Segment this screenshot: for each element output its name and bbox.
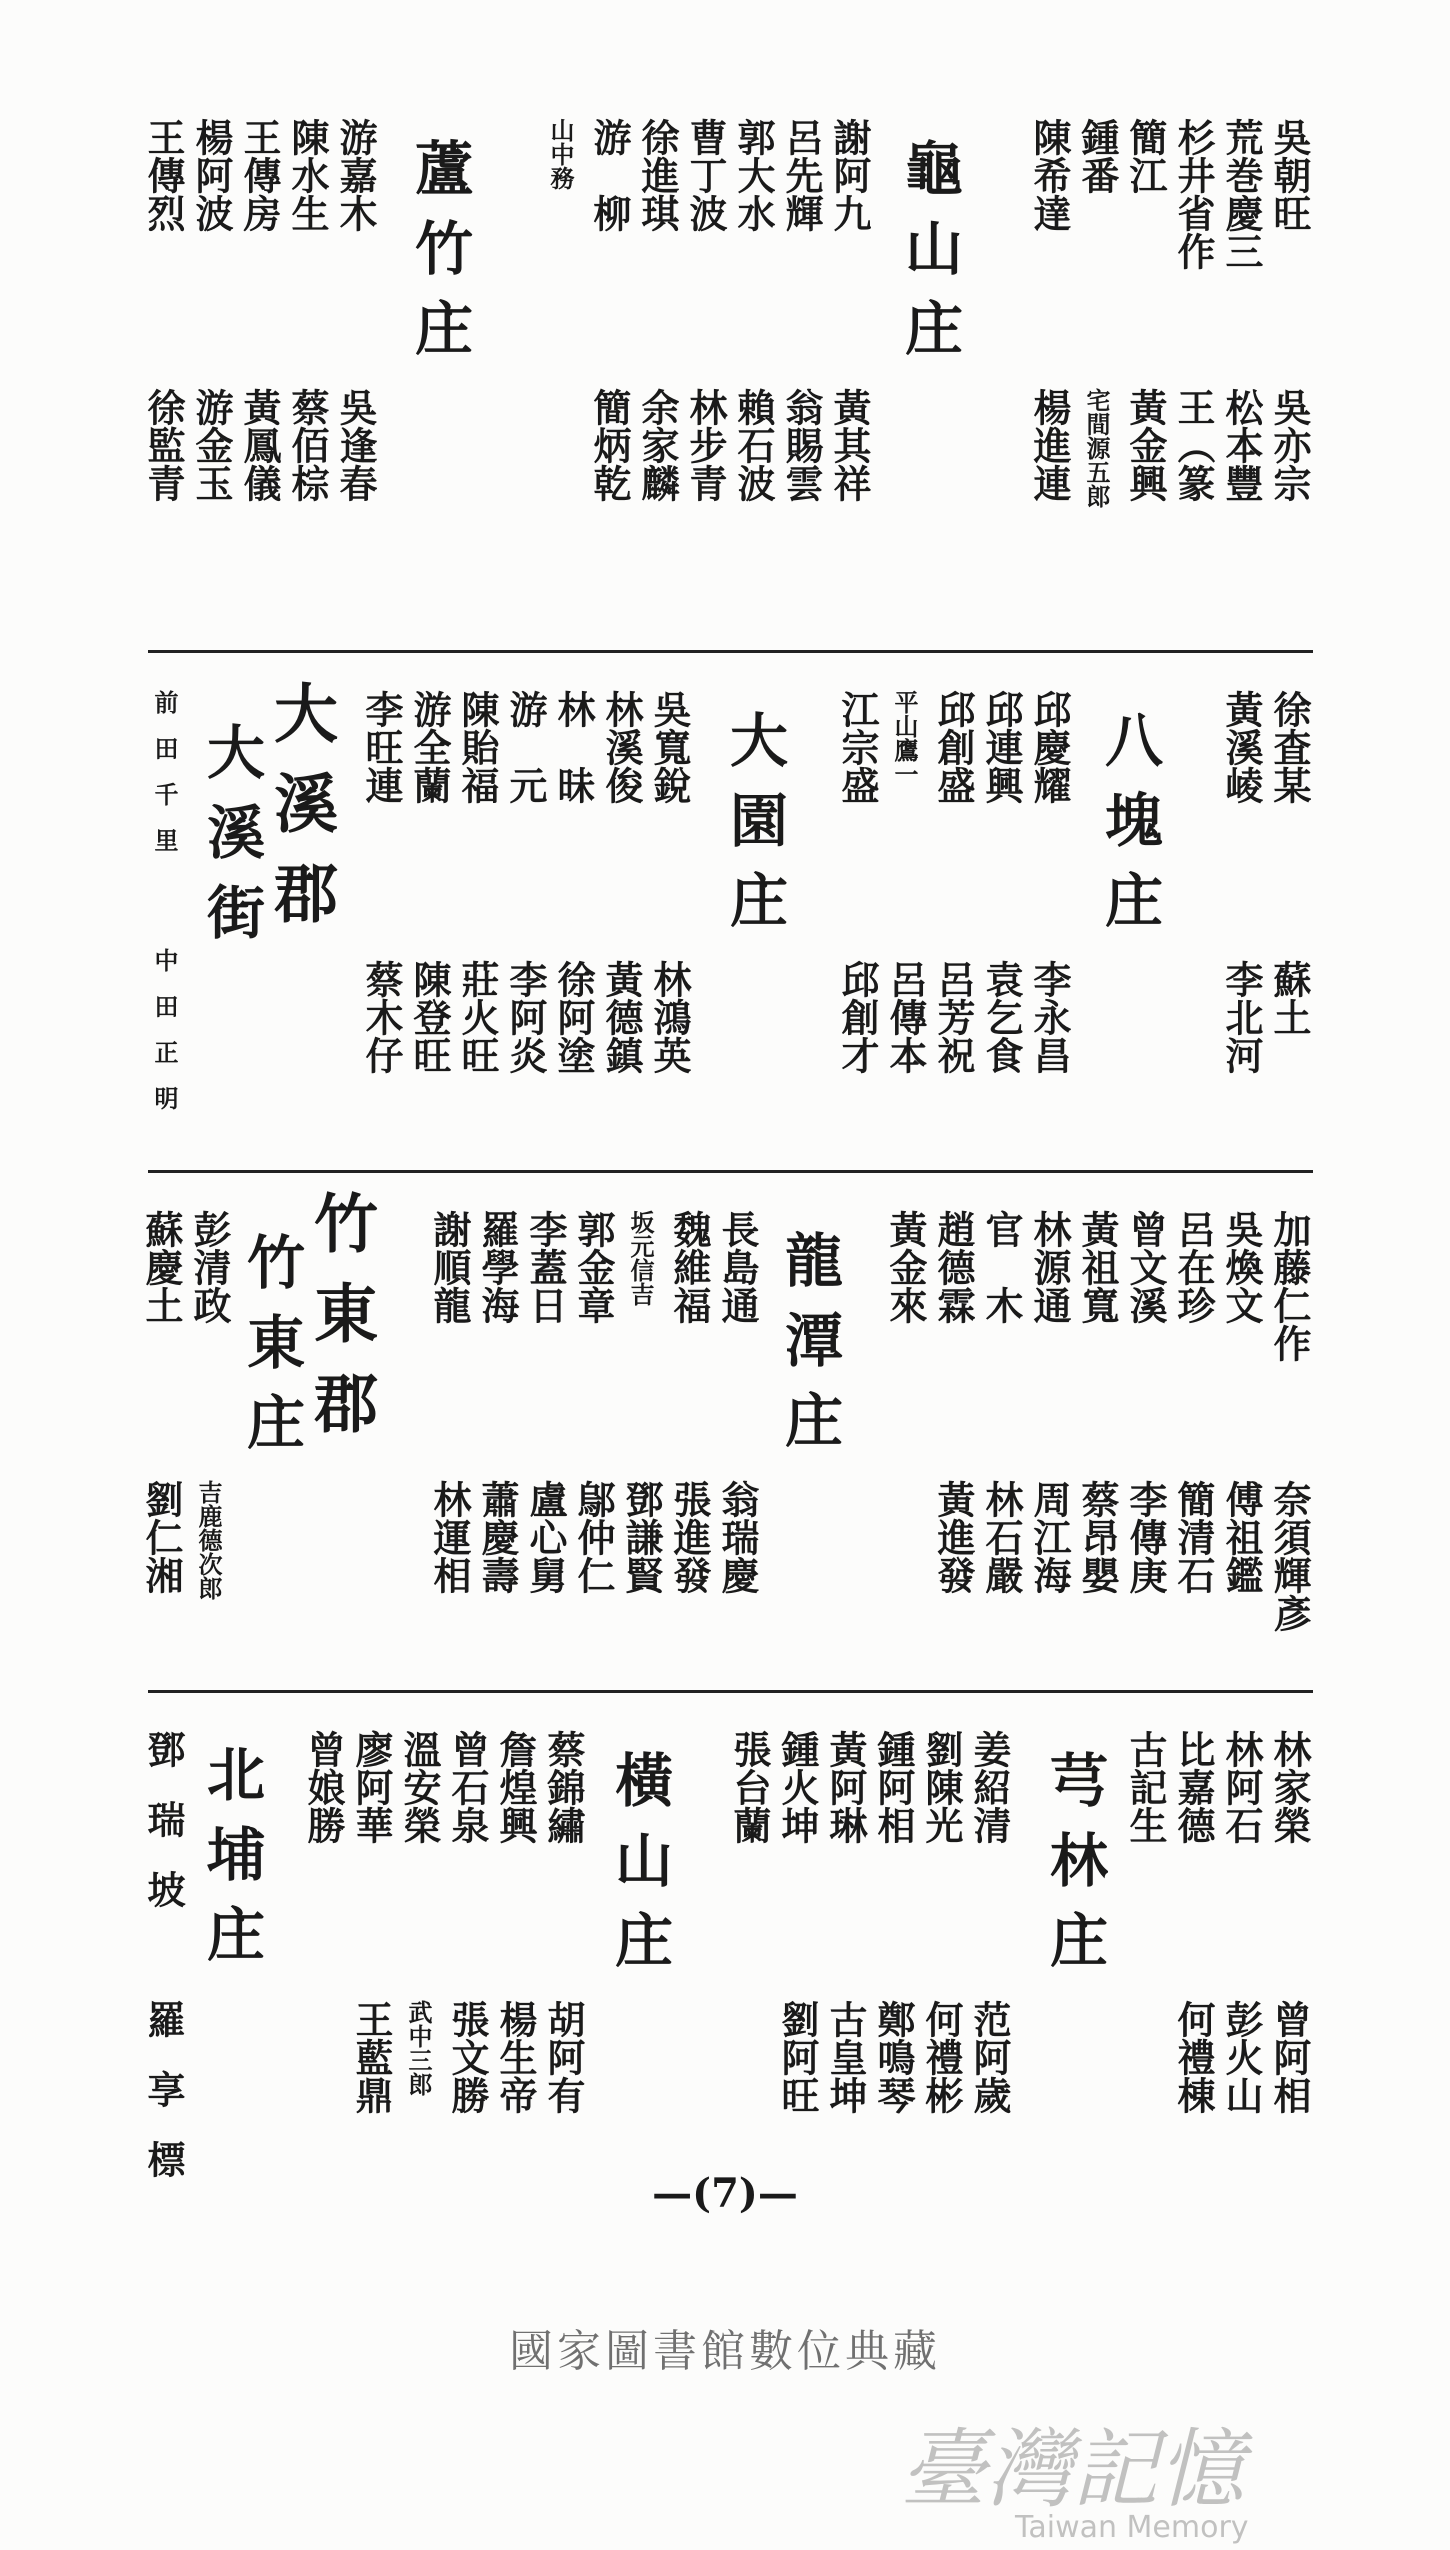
name-entry: 鄧瑞坡 bbox=[141, 1730, 186, 1940]
name-entry: 鍾阿相 bbox=[871, 1730, 916, 1844]
name-entry: 廖阿華 bbox=[349, 1730, 394, 1844]
section-heading: 北埔庄 bbox=[197, 1744, 265, 1984]
name-entry: 李旺連 bbox=[359, 690, 404, 804]
name-entry: 杉井省作 bbox=[1171, 118, 1216, 270]
name-entry: 羅享標 bbox=[141, 2000, 186, 2210]
name-entry: 陳登旺 bbox=[407, 960, 452, 1074]
name-entry: 曹丁波 bbox=[683, 118, 728, 232]
name-entry: 蔡佰棕 bbox=[285, 388, 330, 502]
name-entry: 李北河 bbox=[1219, 960, 1264, 1074]
name-entry: 奈須輝彥 bbox=[1267, 1480, 1312, 1632]
section-heading: 橫山庄 bbox=[605, 1750, 673, 1990]
name-entry: 羅學海 bbox=[475, 1210, 520, 1324]
name-entry: 黃阿琳 bbox=[823, 1730, 868, 1844]
name-entry: 楊進連 bbox=[1027, 388, 1072, 502]
name-entry: 張台蘭 bbox=[727, 1730, 772, 1844]
name-entry: 中田正明 bbox=[150, 948, 179, 1132]
footer-credit: 國家圖書館數位典藏 bbox=[509, 2326, 941, 2377]
name-entry: 吳寬銳 bbox=[647, 690, 692, 804]
name-entry: 劉仁湘 bbox=[139, 1480, 184, 1594]
name-entry: 劉陳光 bbox=[919, 1730, 964, 1844]
name-entry: 黃其祥 bbox=[827, 388, 872, 502]
name-entry: 賴石波 bbox=[731, 388, 776, 502]
name-entry: 袁乞食 bbox=[979, 960, 1024, 1074]
name-entry: 吳朝旺 bbox=[1267, 118, 1312, 232]
name-entry: 王（篆 bbox=[1171, 388, 1216, 502]
name-entry: 鄭鳴琴 bbox=[871, 2000, 916, 2114]
name-entry: 范阿歲 bbox=[967, 2000, 1012, 2114]
name-entry: 余家麟 bbox=[635, 388, 680, 502]
district-heading: 竹東郡 bbox=[303, 1190, 378, 1460]
section-heading: 八塊庄 bbox=[1095, 710, 1163, 950]
name-entry: 邱連興 bbox=[979, 690, 1024, 804]
name-entry: 徐阿塗 bbox=[551, 960, 596, 1074]
name-entry: 林鴻英 bbox=[647, 960, 692, 1074]
name-entry: 比嘉德 bbox=[1171, 1730, 1216, 1844]
name-entry: 楊生帝 bbox=[493, 2000, 538, 2114]
name-entry: 黃金興 bbox=[1123, 388, 1168, 502]
name-entry: 李永昌 bbox=[1027, 960, 1072, 1074]
name-entry: 游元 bbox=[503, 690, 548, 842]
name-entry: 徐進琪 bbox=[635, 118, 680, 232]
name-entry: 何禮彬 bbox=[919, 2000, 964, 2114]
name-entry: 徐監青 bbox=[141, 388, 186, 502]
name-entry: 古記生 bbox=[1123, 1730, 1168, 1844]
name-entry: 呂傳本 bbox=[883, 960, 928, 1074]
name-entry: 蔡錦繡 bbox=[541, 1730, 586, 1844]
name-entry: 鄧謙賢 bbox=[619, 1480, 664, 1594]
name-entry: 張進發 bbox=[667, 1480, 712, 1594]
name-entry: 平山鷹一 bbox=[890, 690, 919, 786]
name-entry: 游柳 bbox=[587, 118, 632, 270]
name-entry: 蕭慶壽 bbox=[475, 1480, 520, 1594]
name-entry: 前田千里 bbox=[150, 690, 179, 874]
name-entry: 劉阿旺 bbox=[775, 2000, 820, 2114]
name-entry: 江宗盛 bbox=[835, 690, 880, 804]
section-divider bbox=[148, 1690, 1313, 1693]
name-entry: 蔡昂嬰 bbox=[1075, 1480, 1120, 1594]
name-entry: 曾文溪 bbox=[1123, 1210, 1168, 1324]
name-entry: 鄔仲仁 bbox=[571, 1480, 616, 1594]
name-entry: 陳水生 bbox=[285, 118, 330, 232]
name-entry: 游金玉 bbox=[189, 388, 234, 502]
name-entry: 林溪俊 bbox=[599, 690, 644, 804]
section-divider bbox=[148, 1170, 1313, 1173]
watermark-logo bbox=[900, 2400, 1380, 2550]
name-entry: 李蓋日 bbox=[523, 1210, 568, 1324]
name-entry: 古皇坤 bbox=[823, 2000, 868, 2114]
name-entry: 楊阿波 bbox=[189, 118, 234, 232]
name-entry: 鍾火坤 bbox=[775, 1730, 820, 1844]
name-entry: 林家榮 bbox=[1267, 1730, 1312, 1844]
name-entry: 林石嚴 bbox=[979, 1480, 1024, 1594]
name-entry: 宅間源五郎 bbox=[1082, 388, 1111, 508]
name-entry: 曾娘勝 bbox=[301, 1730, 346, 1844]
section-heading: 大溪街 bbox=[197, 722, 265, 962]
name-entry: 黃鳳儀 bbox=[237, 388, 282, 502]
name-entry: 何禮棟 bbox=[1171, 2000, 1216, 2114]
district-heading: 大溪郡 bbox=[263, 680, 338, 950]
section-heading: 竹東庄 bbox=[237, 1232, 305, 1472]
name-entry: 姜紹清 bbox=[967, 1730, 1012, 1844]
name-entry: 官木 bbox=[979, 1210, 1024, 1362]
name-entry: 蘇慶土 bbox=[139, 1210, 184, 1324]
name-entry: 呂先輝 bbox=[779, 118, 824, 232]
name-entry: 游全蘭 bbox=[407, 690, 452, 804]
name-entry: 傅祖鑑 bbox=[1219, 1480, 1264, 1594]
name-entry: 吳亦宗 bbox=[1267, 388, 1312, 502]
section-2 bbox=[140, 680, 1320, 1132]
section-1 bbox=[140, 118, 1320, 508]
name-entry: 山中務 bbox=[546, 118, 575, 190]
name-entry: 呂在珍 bbox=[1171, 1210, 1216, 1324]
name-entry: 林運相 bbox=[427, 1480, 472, 1594]
name-entry: 王藍鼎 bbox=[349, 2000, 394, 2114]
name-entry: 呂芳祝 bbox=[931, 960, 976, 1074]
name-entry: 李傳庚 bbox=[1123, 1480, 1168, 1594]
name-entry: 陳貽福 bbox=[455, 690, 500, 804]
section-divider bbox=[148, 650, 1313, 653]
name-entry: 張文勝 bbox=[445, 2000, 490, 2114]
name-entry: 吳煥文 bbox=[1219, 1210, 1264, 1324]
name-entry: 武中三郎 bbox=[404, 2000, 433, 2096]
name-entry: 徐査某 bbox=[1267, 690, 1312, 804]
name-entry: 坂元信吉 bbox=[626, 1210, 655, 1306]
name-entry: 游嘉木 bbox=[333, 118, 378, 232]
name-entry: 邱慶耀 bbox=[1027, 690, 1072, 804]
name-entry: 王傳房 bbox=[237, 118, 282, 232]
name-entry: 王傳烈 bbox=[141, 118, 186, 232]
name-entry: 荒巻慶三 bbox=[1219, 118, 1264, 270]
name-entry: 吳逢春 bbox=[333, 388, 378, 502]
name-entry: 李阿炎 bbox=[503, 960, 548, 1074]
name-entry: 黃溪崚 bbox=[1219, 690, 1264, 804]
name-entry: 鍾番 bbox=[1075, 118, 1120, 194]
name-entry: 翁瑞慶 bbox=[715, 1480, 760, 1594]
section-heading: 蘆竹庄 bbox=[405, 138, 473, 378]
name-entry: 吉鹿德次郎 bbox=[194, 1480, 223, 1600]
section-heading: 芎林庄 bbox=[1040, 1750, 1108, 1990]
name-entry: 曾阿相 bbox=[1267, 2000, 1312, 2114]
name-entry: 加藤仁作 bbox=[1267, 1210, 1312, 1362]
name-entry: 郭大水 bbox=[731, 118, 776, 232]
name-entry: 簡江 bbox=[1123, 118, 1168, 194]
name-entry: 長島通 bbox=[715, 1210, 760, 1324]
name-entry: 溫安榮 bbox=[397, 1730, 442, 1844]
watermark-latin: Taiwan Memory bbox=[1015, 2510, 1249, 2545]
name-entry: 邱創盛 bbox=[931, 690, 976, 804]
name-entry: 翁賜雲 bbox=[779, 388, 824, 502]
name-entry: 彭火山 bbox=[1219, 2000, 1264, 2114]
name-entry: 郭金章 bbox=[571, 1210, 616, 1324]
name-entry: 黃進發 bbox=[931, 1480, 976, 1594]
name-entry: 松本豐 bbox=[1219, 388, 1264, 502]
name-entry: 胡阿有 bbox=[541, 2000, 586, 2114]
name-entry: 周江海 bbox=[1027, 1480, 1072, 1594]
name-entry: 盧心舅 bbox=[523, 1480, 568, 1594]
section-heading: 龍潭庄 bbox=[775, 1230, 843, 1470]
name-entry: 蔡木仔 bbox=[359, 960, 404, 1074]
watermark-text: 臺灣記憶 bbox=[900, 2420, 1244, 2520]
name-entry: 魏維福 bbox=[667, 1210, 712, 1324]
section-heading: 大園庄 bbox=[720, 710, 788, 950]
name-entry: 簡炳乾 bbox=[587, 388, 632, 502]
name-entry: 林昧 bbox=[551, 690, 596, 842]
name-entry: 曾石泉 bbox=[445, 1730, 490, 1844]
name-entry: 蘇土 bbox=[1267, 960, 1312, 1036]
name-entry: 趙德霖 bbox=[931, 1210, 976, 1324]
name-entry: 林源通 bbox=[1027, 1210, 1072, 1324]
name-entry: 謝順龍 bbox=[427, 1210, 472, 1324]
name-entry: 莊火旺 bbox=[455, 960, 500, 1074]
name-entry: 邱創才 bbox=[835, 960, 880, 1074]
section-4 bbox=[140, 1730, 1320, 2210]
page-number: —(7)— bbox=[652, 2170, 798, 2217]
section-heading: 龜山庄 bbox=[895, 138, 963, 378]
name-entry: 林步青 bbox=[683, 388, 728, 502]
name-entry: 黃德鎮 bbox=[599, 960, 644, 1074]
name-entry: 簡清石 bbox=[1171, 1480, 1216, 1594]
name-entry: 謝阿九 bbox=[827, 118, 872, 232]
name-entry: 彭清政 bbox=[187, 1210, 232, 1324]
name-entry: 林阿石 bbox=[1219, 1730, 1264, 1844]
name-entry: 黃金來 bbox=[883, 1210, 928, 1324]
name-entry: 陳希達 bbox=[1027, 118, 1072, 232]
name-entry: 詹煌興 bbox=[493, 1730, 538, 1844]
name-entry: 黃祖寬 bbox=[1075, 1210, 1120, 1324]
